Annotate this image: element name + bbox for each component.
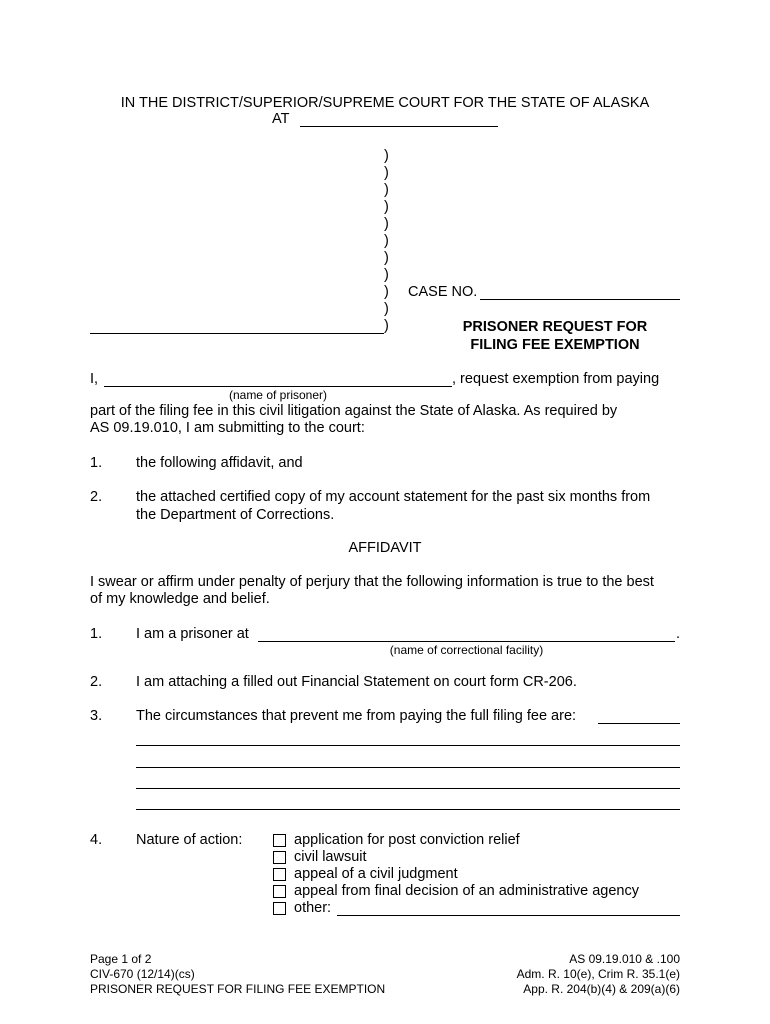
civil-judgment-appeal-checkbox[interactable] [273, 868, 286, 881]
prisoner-name-field[interactable] [104, 386, 452, 387]
other-field[interactable] [337, 915, 680, 916]
form-name: PRISONER REQUEST FOR FILING FEE EXEMPTION [90, 982, 386, 996]
affidavit-heading: AFFIDAVIT [348, 540, 422, 556]
paren: ) [384, 250, 389, 266]
paren: ) [384, 301, 389, 317]
intro-line3: AS 09.19.010, I am submitting to the court: [90, 420, 365, 436]
option-label: civil lawsuit [294, 849, 367, 865]
at-location-field[interactable] [300, 126, 498, 127]
circumstances-field[interactable] [136, 767, 680, 768]
document-title-line1: PRISONER REQUEST FOR [462, 319, 648, 335]
paren: ) [384, 199, 389, 215]
circumstances-field[interactable] [598, 723, 680, 724]
submission-text: the attached certified copy of my account statement for the past six months from [136, 489, 651, 505]
prisoner-at-label: I am a prisoner at [136, 626, 249, 642]
rules-reference: Adm. R. 10(e), Crim R. 35.1(e) [516, 967, 680, 981]
paren: ) [384, 284, 389, 300]
circumstances-field[interactable] [136, 809, 680, 810]
financial-statement-text: I am attaching a filled out Financial Statement on court form CR-206. [136, 674, 577, 690]
period: . [676, 626, 681, 642]
item-number: 2. [90, 674, 103, 690]
case-no-label: CASE NO. [408, 284, 478, 300]
document-title-line2: FILING FEE EXEMPTION [470, 337, 640, 353]
at-label: AT [272, 111, 290, 127]
submission-number: 2. [90, 489, 103, 505]
item-number: 1. [90, 626, 103, 642]
intro-line2: part of the filing fee in this civil litigation against the State of Alaska. As required by [90, 403, 618, 419]
paren: ) [384, 318, 389, 334]
other-checkbox[interactable] [273, 902, 286, 915]
circumstances-field[interactable] [136, 745, 680, 746]
oath-line1: I swear or affirm under penalty of perjury that the following information is true to the best [90, 574, 654, 590]
circumstances-field[interactable] [136, 788, 680, 789]
nature-of-action-label: Nature of action: [136, 832, 243, 848]
party-name-field[interactable] [90, 333, 384, 334]
item-number: 3. [90, 708, 103, 724]
submission-number: 1. [90, 455, 103, 471]
option-label: application for post conviction relief [294, 832, 520, 848]
paren: ) [384, 182, 389, 198]
name-caption: (name of prisoner) [228, 388, 328, 402]
case-number-field[interactable] [480, 299, 680, 300]
option-label: appeal of a civil judgment [294, 866, 458, 882]
submission-text-cont: the Department of Corrections. [136, 507, 335, 523]
oath-line2: of my knowledge and belief. [90, 591, 270, 607]
page-number: Page 1 of 2 [90, 952, 152, 966]
paren: ) [384, 216, 389, 232]
administrative-appeal-checkbox[interactable] [273, 885, 286, 898]
paren: ) [384, 148, 389, 164]
paren: ) [384, 165, 389, 181]
statute-reference: AS 09.19.010 & .100 [569, 952, 680, 966]
facility-field[interactable] [258, 641, 675, 642]
option-label: appeal from final decision of an administrative agency [294, 883, 639, 899]
rules-reference: App. R. 204(b)(4) & 209(a)(6) [523, 982, 680, 996]
post-conviction-checkbox[interactable] [273, 834, 286, 847]
facility-caption: (name of correctional facility) [389, 643, 544, 657]
request-text: , request exemption from paying [452, 371, 660, 387]
item-number: 4. [90, 832, 103, 848]
submission-text: the following affidavit, and [136, 455, 303, 471]
circumstances-label: The circumstances that prevent me from paying the full filing fee are: [136, 708, 577, 724]
civil-lawsuit-checkbox[interactable] [273, 851, 286, 864]
paren: ) [384, 233, 389, 249]
i-label: I, [90, 371, 99, 387]
form-code: CIV-670 (12/14)(cs) [90, 967, 195, 981]
option-label: other: [294, 900, 332, 916]
court-title: IN THE DISTRICT/SUPERIOR/SUPREME COURT FOR THE STATE OF ALASKA [120, 95, 650, 111]
paren: ) [384, 267, 389, 283]
